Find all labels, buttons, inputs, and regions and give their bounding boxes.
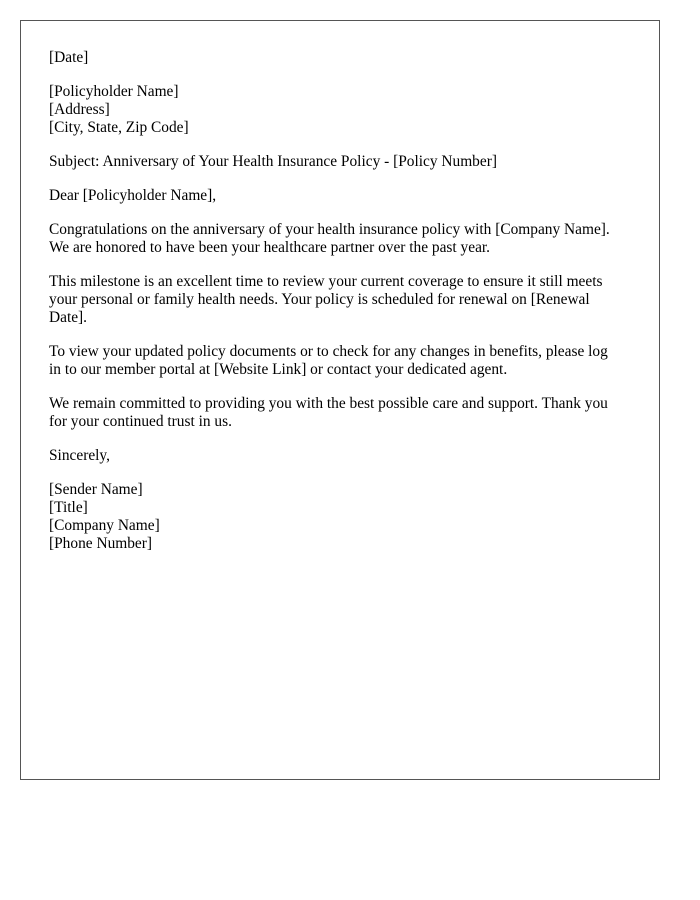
sender-name: [Sender Name] xyxy=(49,481,143,498)
recipient-name: [Policyholder Name] xyxy=(49,83,179,100)
paragraph-line: in to our member portal at [Website Link] or contact your dedicated agent. xyxy=(49,361,508,378)
subject-line: Subject: Anniversary of Your Health Insurance Policy - [Policy Number] xyxy=(49,153,497,170)
letter-page xyxy=(20,20,660,780)
paragraph-line: for your continued trust in us. xyxy=(49,413,232,430)
salutation-block xyxy=(49,187,631,205)
letter-date: [Date] xyxy=(49,49,89,66)
paragraph-commitment xyxy=(49,395,631,431)
paragraph-congratulations xyxy=(49,221,631,257)
closing: Sincerely, xyxy=(49,447,110,464)
paragraph-renewal xyxy=(49,273,631,327)
sender-title: [Title] xyxy=(49,499,88,516)
recipient-city-state-zip: [City, State, Zip Code] xyxy=(49,119,189,136)
paragraph-line: Congratulations on the anniversary of your health insurance policy with [Company Name]. xyxy=(49,221,610,238)
paragraph-line: We remain committed to providing you with the best possible care and support. Thank you xyxy=(49,395,608,412)
signature-block xyxy=(49,481,631,553)
sender-phone: [Phone Number] xyxy=(49,535,153,552)
paragraph-line: We are honored to have been your healthcare partner over the past year. xyxy=(49,239,491,256)
sender-company: [Company Name] xyxy=(49,517,160,534)
salutation: Dear [Policyholder Name], xyxy=(49,187,217,204)
paragraph-line: Date]. xyxy=(49,309,88,326)
paragraph-line: To view your updated policy documents or to check for any changes in benefits, please log xyxy=(49,343,608,360)
recipient-address: [Address] xyxy=(49,101,110,118)
date-block xyxy=(49,49,631,67)
paragraph-line: This milestone is an excellent time to review your current coverage to ensure it still meets xyxy=(49,273,603,290)
recipient-address-block xyxy=(49,83,631,137)
closing-block xyxy=(49,447,631,465)
paragraph-portal xyxy=(49,343,631,379)
letter-body xyxy=(49,49,631,553)
paragraph-line: your personal or family health needs. Your policy is scheduled for renewal on [Renewal xyxy=(49,291,590,308)
subject-block xyxy=(49,153,631,171)
